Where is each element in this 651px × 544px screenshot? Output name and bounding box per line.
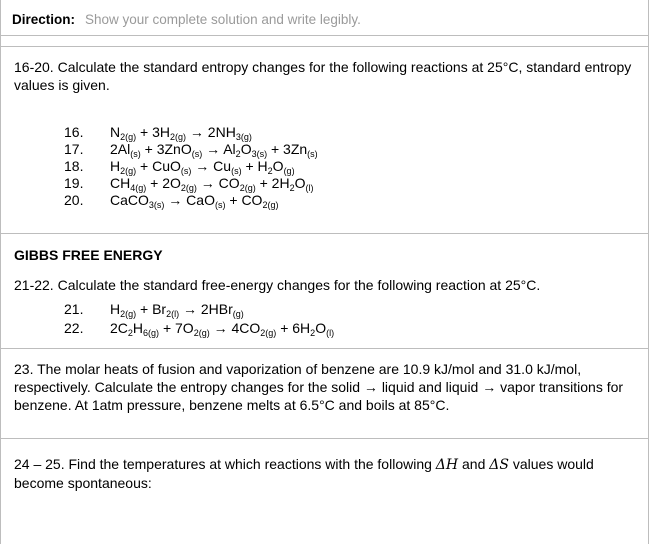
direction-text: Show your complete solution and write legibly.: [85, 12, 361, 27]
q24-25-after: values would become spontaneous:: [14, 456, 594, 491]
reaction-equation: $H_{2(g)} + CuO_{(s)} \to Cu_{(s)} + H_2O_{(g)}$: [110, 158, 295, 176]
reaction-number: 21.: [64, 301, 84, 317]
q21-22-prompt: 21-22. Calculate the standard free-energy changes for the following reaction at 25°C.: [14, 277, 541, 293]
reaction-equation: $2Al_{(s)} + 3ZnO_{(s)} \to Al_2O_{3(s)} + 3Zn_{(s)}$: [110, 141, 318, 159]
reaction-equation: $2C_2H_{6(g)} + 7O_{2(g)} \to 4CO_{2(g)} + 6H_2O_{(l)}$: [110, 320, 335, 338]
q24-25-mid: and: [458, 456, 490, 472]
q23-text: 23. The molar heats of fusion and vaporization of benzene are 10.9 kJ/mol and 31.0 kJ/mol, respectively. Calculate the entropy changes for the solid → liquid and liquid → vapor transitions for benzene. At 1atm pressure, benzene melts at 6.5°C and boils at 85°C.: [14, 361, 624, 413]
reaction-number: 18.: [64, 158, 84, 174]
q16-20-prompt: 16-20. Calculate the standard entropy changes for the following reactions at 25°C, standard entropy values is given.: [14, 59, 632, 93]
direction-box: [0, 0, 649, 36]
reaction-equation: $CH_{4(g)} + 2O_{2(g)} \to CO_{2(g)} + 2H_2O_{(l)}$: [110, 175, 314, 193]
reaction-number: 17.: [64, 141, 84, 157]
gibbs-heading: GIBBS FREE ENERGY: [14, 247, 163, 263]
reaction-number: 16.: [64, 124, 84, 140]
reaction-equation: $H_{2(g)} + Br_{2(l)} \to 2HBr_{(g)}$: [110, 301, 244, 319]
reaction-equation: $N_{2(g)} + 3H_{2(g)} \to 2NH_{3(g)}$: [110, 124, 252, 142]
reaction-number: 19.: [64, 175, 84, 191]
delta-h-symbol: ΔH: [435, 457, 459, 473]
section-divider: [0, 348, 649, 349]
direction-label: Direction:: [12, 12, 76, 27]
delta-s-symbol: ΔS: [489, 457, 509, 473]
reaction-number: 20.: [64, 192, 84, 208]
q24-25-text: [14, 455, 639, 492]
reaction-number: 22.: [64, 320, 84, 336]
q24-25-before: 24 – 25. Find the temperatures at which reactions with the following: [14, 456, 436, 472]
section-divider: [0, 438, 649, 439]
reaction-equation: CaCO$_{3(s)}$ → $CaO_{(s)} + CO_{2(g)}$: [110, 192, 279, 210]
